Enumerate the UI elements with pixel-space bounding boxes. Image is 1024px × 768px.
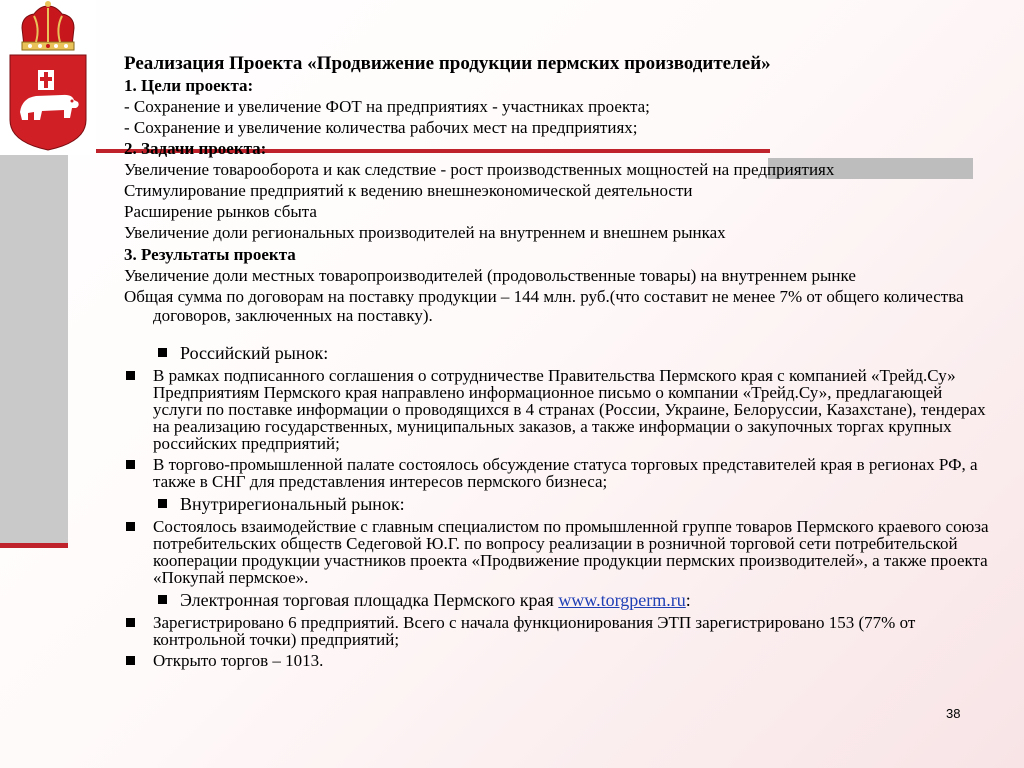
results-heading: 3. Результаты проекта (124, 244, 296, 264)
square-bullet-icon (126, 656, 135, 665)
list-item-text: В рамках подписанного соглашения о сотрудничестве Правительства Пермского края с компанией «Трейд.Су» Предприятиям Пермского края направлено информационное письмо о компании «Трейд.Су», предлагающей услуги по поставке информации о проводящихся в 4 странах (России, Украине, Белоруссии, Казахстане), тендерах на реализацию государственных, муниципальных заказов, а также информации о закупочных торгах крупных российских предприятий; (153, 365, 986, 453)
list-item (124, 652, 994, 669)
perm-krai-coat-of-arms-icon (0, 0, 96, 155)
task-item: Расширение рынков сбыта (124, 202, 317, 222)
slide-content (124, 53, 994, 673)
russian-market-heading (124, 343, 994, 363)
list-item (124, 518, 994, 586)
list-item-text: Зарегистрировано 6 предприятий. Всего с начала функционирования ЭТП зарегистрировано 153 (77% от контрольной точки) предприятий; (153, 613, 916, 650)
torgperm-link[interactable]: www.torgperm.ru (558, 589, 686, 610)
list-item-text: В торгово-промышленной палате состоялось обсуждение статуса торговых представителей края в регионах РФ, а также в СНГ для представления интересов пермского бизнеса; (153, 454, 978, 491)
etp-heading (124, 590, 994, 610)
task-item: Увеличение товарооборота и как следствие - рост производственных мощностей на предприятиях (124, 160, 835, 180)
slide-title: Реализация Проекта «Продвижение продукции пермских производителей» (124, 53, 771, 74)
result-item: Общая сумма по договорам на поставку продукции – 144 млн. руб.(что составит не менее 7% от общего количества договоров, заключенных на поставку). (124, 286, 964, 325)
tasks-heading: 2. Задачи проекта: (124, 139, 267, 159)
regional-market-heading (124, 494, 994, 514)
goal-item: - Сохранение и увеличение ФОТ на предприятиях - участниках проекта; (124, 97, 650, 117)
square-bullet-icon (126, 522, 135, 531)
square-bullet-icon (126, 618, 135, 627)
square-bullet-icon (158, 595, 167, 604)
square-bullet-icon (158, 348, 167, 357)
etp-heading-suffix: : (685, 589, 691, 610)
russian-market-heading-text: Российский рынок: (180, 342, 329, 363)
list-item (124, 456, 994, 490)
list-item-text: Открыто торгов – 1013. (153, 651, 324, 671)
list-item-text: Состоялось взаимодействие с главным специалистом по промышленной группе товаров Пермского краевого союза потребительских обществ Седеговой Ю.Г. по вопросу реализации в розничной торговой сети потребительской кооперации продукции участников проекта «Продвижение продукции пермских производителей», а также проекта «Покупай пермское». (153, 516, 989, 587)
goals-heading: 1. Цели проекта: (124, 76, 254, 96)
list-item (124, 614, 994, 648)
task-item: Стимулирование предприятий к ведению внешнеэкономической деятельности (124, 181, 693, 201)
task-item: Увеличение доли региональных производителей на внутреннем и внешнем рынках (124, 223, 726, 243)
square-bullet-icon (126, 371, 135, 380)
square-bullet-icon (126, 460, 135, 469)
list-item (124, 367, 994, 452)
etp-heading-text: Электронная торговая площадка Пермского края (180, 589, 559, 610)
goal-item: - Сохранение и увеличение количества рабочих мест на предприятиях; (124, 118, 638, 138)
square-bullet-icon (158, 499, 167, 508)
result-item: Увеличение доли местных товаропроизводителей (продовольственные товары) на внутреннем рынке (124, 265, 856, 285)
page-number: 38 (946, 706, 961, 721)
left-accent-red-line (0, 543, 68, 548)
regional-market-heading-text: Внутрирегиональный рынок: (180, 493, 405, 514)
